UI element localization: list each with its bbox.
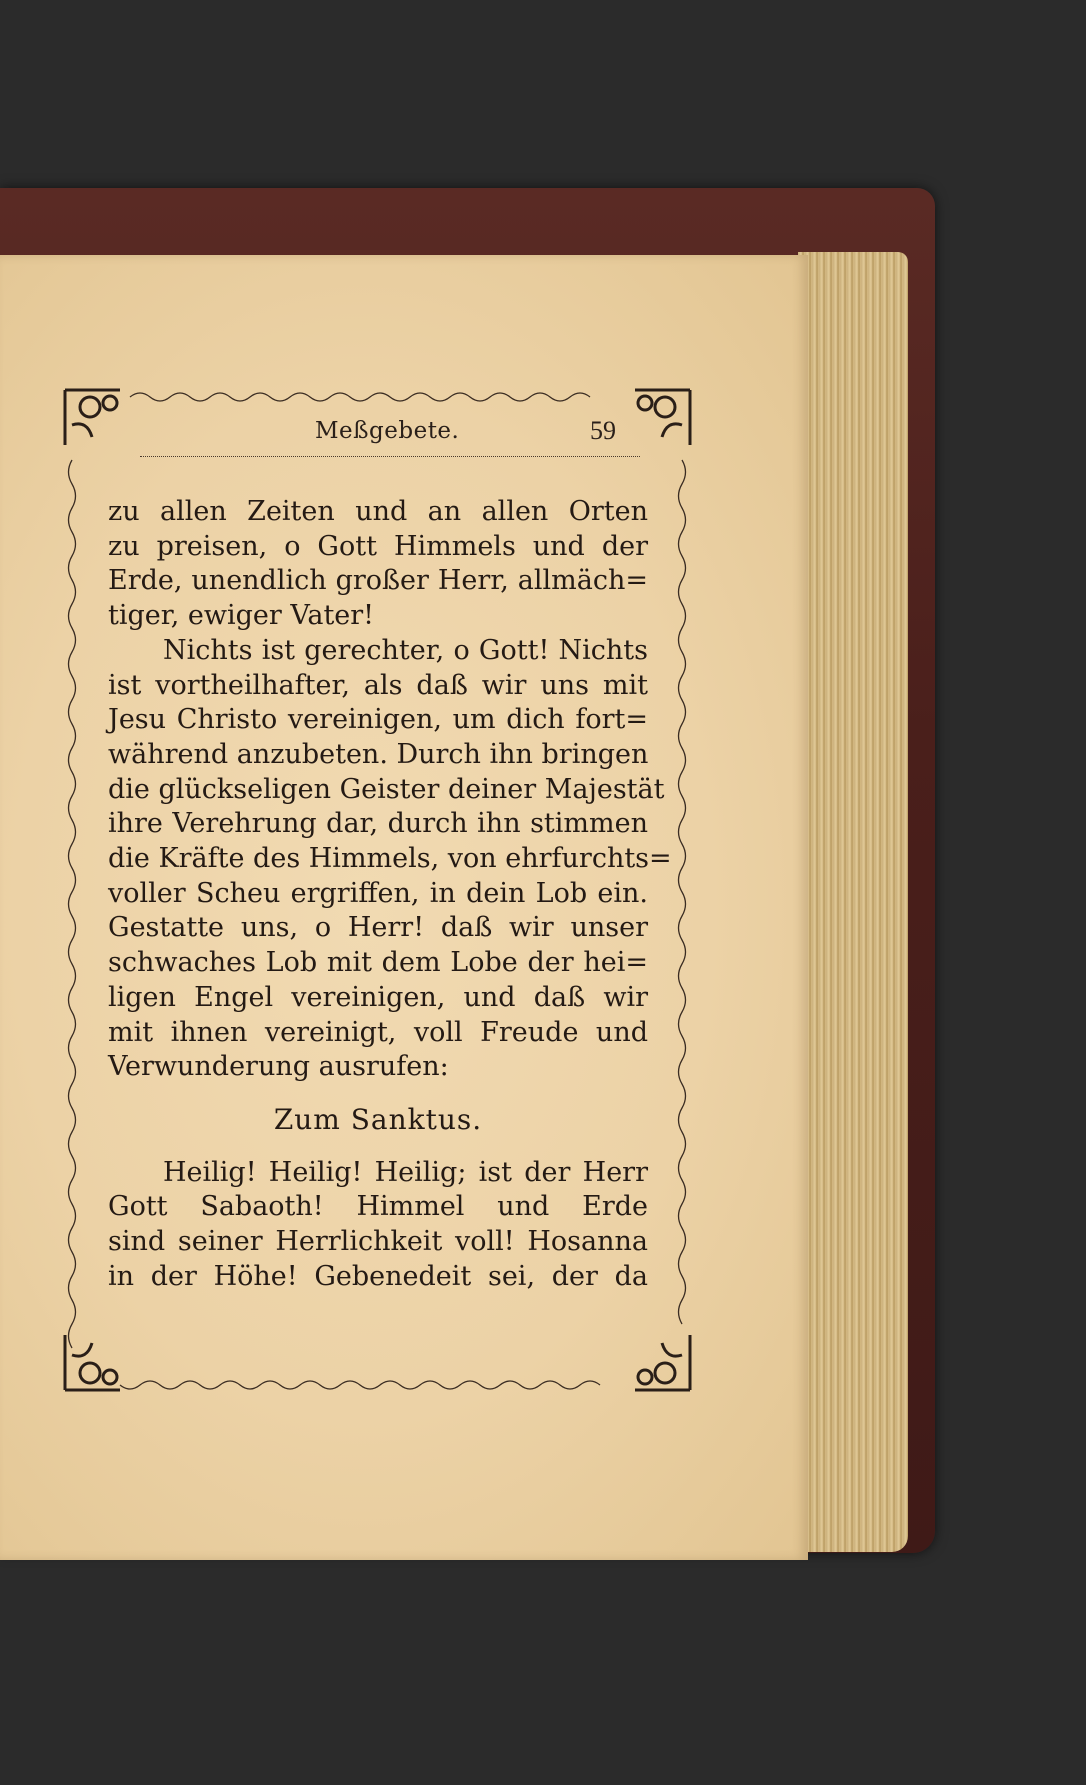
section-heading: Zum Sanktus. <box>273 1102 483 1136</box>
text-line: Verwunderung ausrufen: <box>108 1051 449 1083</box>
text-line: Jesu Christo vereinigen, um dich fort= <box>108 704 648 736</box>
text-line: Gestatte uns, o Herr! daß wir unser <box>108 912 648 944</box>
body-text <box>108 495 672 1294</box>
header-rule <box>140 456 640 457</box>
text-line: ist vortheilhafter, als daß wir uns mit <box>108 669 648 701</box>
running-title: Meßgebete. <box>315 418 460 444</box>
paragraph-3 <box>108 1156 648 1295</box>
text-line: Heilig! Heilig! Heilig; ist der Herr <box>163 1156 648 1188</box>
text-line: Nichts ist gerechter, o Gott! Nichts <box>163 634 648 666</box>
text-line: die glückseligen Geister deiner Majestät <box>108 773 665 805</box>
page-number: 59 <box>590 416 616 445</box>
paragraph-2 <box>108 634 672 1085</box>
text-line: zu preisen, o Gott Himmels und der <box>108 530 648 562</box>
text-line: in der Höhe! Gebenedeit sei, der da <box>108 1260 648 1292</box>
text-line: sind seiner Herrlichkeit voll! Hosanna <box>108 1226 648 1258</box>
text-line: die Kräfte des Himmels, von ehrfurchts= <box>108 843 672 875</box>
page-edges <box>798 252 908 1552</box>
text-line: voller Scheu ergriffen, in dein Lob ein. <box>108 877 648 909</box>
text-line: zu allen Zeiten und an allen Orten <box>108 496 648 527</box>
text-line: mit ihnen vereinigt, voll Freude und <box>108 1016 648 1048</box>
page-header <box>120 412 630 462</box>
text-line: während anzubeten. Durch ihn bringen <box>108 738 649 770</box>
text-line: Erde, unendlich großer Herr, allmäch= <box>108 565 648 597</box>
text-line: tiger, ewiger Vater! <box>108 600 375 632</box>
text-line: ihre Verehrung dar, durch ihn stimmen <box>108 808 648 840</box>
paragraph-1 <box>108 495 648 634</box>
text-line: ligen Engel vereinigen, und daß wir <box>108 981 648 1013</box>
text-line: schwaches Lob mit dem Lobe der hei= <box>108 947 648 979</box>
text-line: Gott Sabaoth! Himmel und Erde <box>108 1191 648 1223</box>
